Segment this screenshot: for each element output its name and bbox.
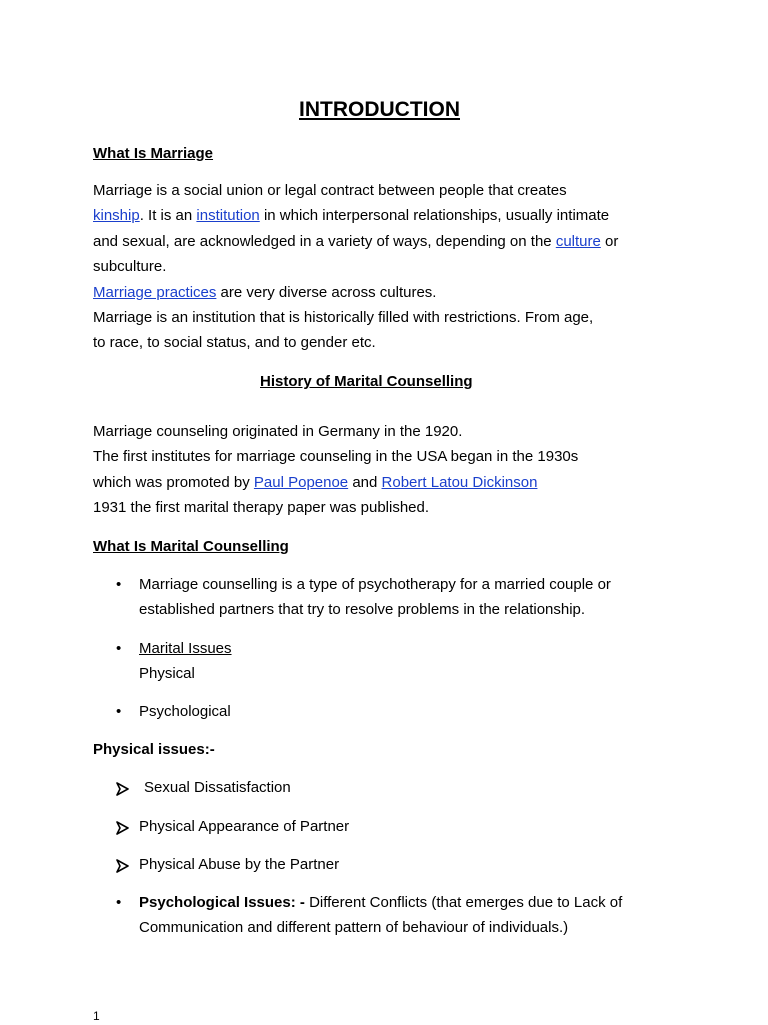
text-span: . It is an — [139, 207, 197, 224]
bullet-line — [139, 894, 622, 912]
link-kinship[interactable]: kinship — [93, 207, 140, 224]
arrow-bullet-icon — [115, 780, 131, 798]
link-culture[interactable]: culture — [555, 233, 601, 250]
text-span: Different Conflicts (that emerges due to Lack of — [309, 894, 623, 911]
marital-issues-heading: Marital Issues — [139, 640, 232, 657]
paragraph-line: to race, to social status, and to gender etc. — [93, 334, 376, 351]
text-span: and — [348, 474, 382, 491]
arrow-bullet-icon — [115, 819, 131, 837]
section-heading-what-is-marital-counselling: What Is Marital Counselling — [93, 538, 289, 555]
text-span: or — [600, 233, 619, 250]
link-paul-popenoe[interactable]: Paul Popenoe — [253, 474, 349, 491]
text-span: in which interpersonal relationships, usually intimate — [259, 207, 610, 224]
paragraph-line — [93, 233, 618, 251]
paragraph-line: The first institutes for marriage counseling in the USA began in the 1930s — [93, 448, 579, 465]
link-institution[interactable]: institution — [196, 207, 260, 224]
page-title: INTRODUCTION — [299, 98, 460, 121]
list-item: Physical Appearance of Partner — [139, 818, 350, 835]
paragraph-line: Marriage is an institution that is historically filled with restrictions. From age, — [93, 309, 594, 326]
link-marriage-practices[interactable]: Marriage practices — [93, 284, 217, 301]
text-span: and sexual, are acknowledged in a variety of ways, depending on the — [93, 233, 556, 250]
paragraph-line — [93, 284, 436, 302]
psychological-issues-label: Psychological Issues: - — [139, 894, 310, 911]
list-item: Physical Abuse by the Partner — [139, 856, 340, 873]
paragraph-line: Marriage counseling originated in Germany in the 1920. — [93, 423, 463, 440]
section-heading-history: History of Marital Counselling — [260, 373, 473, 390]
paragraph-line — [93, 207, 609, 225]
link-robert-latou-dickinson[interactable]: Robert Latou Dickinson — [381, 474, 538, 491]
arrow-bullet-icon — [115, 857, 131, 875]
section-heading-physical-issues: Physical issues:- — [93, 741, 215, 758]
bullet-icon: • — [116, 894, 122, 911]
bullet-icon: • — [116, 703, 122, 720]
paragraph-line: Marriage is a social union or legal contract between people that creates — [93, 182, 567, 199]
text-span: which was promoted by — [93, 474, 254, 491]
text-span: are very diverse across cultures. — [216, 284, 437, 301]
bullet-icon: • — [116, 640, 122, 657]
paragraph-line: 1931 the first marital therapy paper was published. — [93, 499, 430, 516]
paragraph-line — [93, 474, 537, 492]
list-item: Sexual Dissatisfaction — [144, 779, 291, 796]
bullet-line: established partners that try to resolve problems in the relationship. — [139, 601, 586, 618]
bullet-subline: Physical — [139, 665, 195, 682]
bullet-icon: • — [116, 576, 122, 593]
page-number: 1 — [93, 1009, 100, 1023]
paragraph-line: subculture. — [93, 258, 167, 275]
bullet-line: Communication and different pattern of behaviour of individuals.) — [139, 919, 569, 936]
section-heading-what-is-marriage: What Is Marriage — [93, 145, 214, 162]
bullet-line: Psychological — [139, 703, 231, 720]
bullet-line: Marriage counselling is a type of psychotherapy for a married couple or — [139, 576, 611, 593]
